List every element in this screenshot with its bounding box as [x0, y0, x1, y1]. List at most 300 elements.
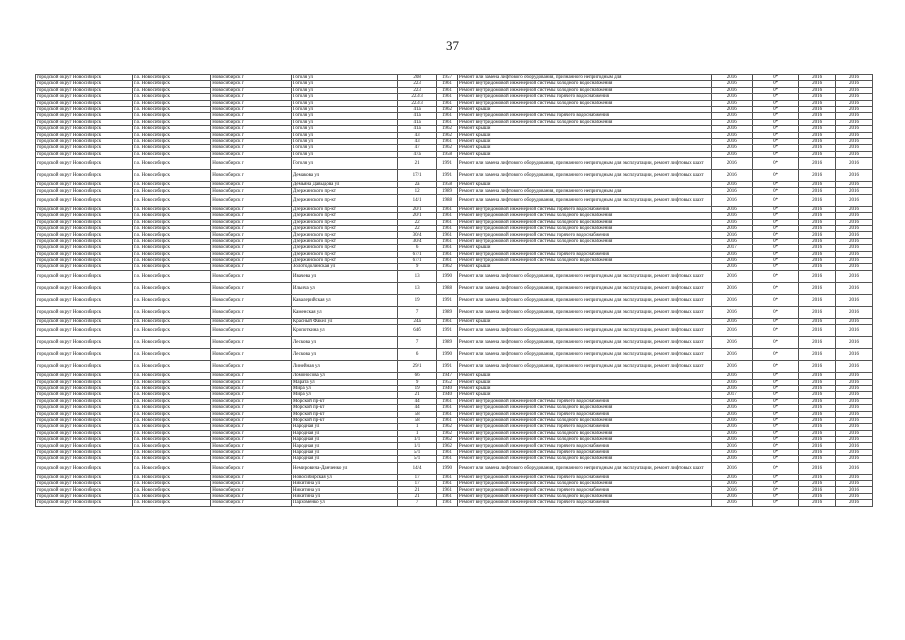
plan-year-cell: 2016 — [799, 182, 836, 188]
work-type-cell: Ремонт или замена лифтового оборудования, признанного непригодным для эксплуатации, ремонт лифтовых шахт — [457, 325, 711, 337]
work-type-cell: Ремонт или замена лифтового оборудования, признанного непригодным для эксплуатации, ремонт лифтовых шахт — [457, 170, 711, 182]
settlement-cell: г.о. Новосибирск — [132, 411, 210, 417]
done-year-cell: 2016 — [836, 251, 873, 257]
street-cell: Морской пр-кт — [291, 405, 397, 411]
district-cell: городской округ Новосибирск — [36, 158, 133, 170]
cost-cell: 0* — [753, 182, 799, 188]
house-cell: 44 — [397, 405, 436, 411]
street-cell: Гоголя ул — [291, 87, 397, 93]
plan-year-cell: 2016 — [799, 119, 836, 125]
settlement-cell: г.о. Новосибирск — [132, 462, 210, 474]
cost-cell: 0* — [753, 270, 799, 282]
settlement-cell: г.о. Новосибирск — [132, 417, 210, 423]
street-cell: Гоголя ул — [291, 106, 397, 112]
district-cell: городской округ Новосибирск — [36, 151, 133, 157]
year-built-cell: 1961 — [437, 500, 458, 506]
locality-cell: Новосибирск г — [211, 257, 292, 263]
street-cell: Каменская ул — [291, 306, 397, 318]
cost-cell: 0* — [753, 456, 799, 462]
start-year-cell: 2016 — [711, 493, 753, 499]
district-cell: городской округ Новосибирск — [36, 493, 133, 499]
done-year-cell: 2016 — [836, 411, 873, 417]
start-year-cell: 2016 — [711, 264, 753, 270]
page-number: 37 — [446, 38, 459, 53]
settlement-cell: г.о. Новосибирск — [132, 398, 210, 404]
done-year-cell: 2016 — [836, 493, 873, 499]
start-year-cell: 2016 — [711, 232, 753, 238]
house-cell: 1/1 — [397, 437, 436, 443]
work-type-cell: Ремонт внутридомовой инженерной системы горячего водоснабжения — [457, 424, 711, 430]
start-year-cell: 2016 — [711, 306, 753, 318]
settlement-cell: г.о. Новосибирск — [132, 349, 210, 361]
table-row — [36, 462, 873, 474]
done-year-cell: 2016 — [836, 385, 873, 391]
locality-cell: Новосибирск г — [211, 349, 292, 361]
house-cell: 14/1 — [397, 194, 436, 206]
locality-cell: Новосибирск г — [211, 182, 292, 188]
house-cell: 41а — [397, 126, 436, 132]
street-cell: Гоголя ул — [291, 132, 397, 138]
year-built-cell: 1961 — [437, 238, 458, 244]
street-cell: Морской пр-кт — [291, 398, 397, 404]
plan-year-cell: 2016 — [799, 251, 836, 257]
cost-cell: 0* — [753, 113, 799, 119]
start-year-cell: 2016 — [711, 238, 753, 244]
year-built-cell: 1961 — [437, 219, 458, 225]
done-year-cell: 2016 — [836, 151, 873, 157]
start-year-cell: 2016 — [711, 119, 753, 125]
cost-cell: 0* — [753, 306, 799, 318]
work-type-cell: Ремонт внутридомовой инженерной системы горячего водоснабжения — [457, 398, 711, 404]
street-cell: Демьяна Давыдова ул — [291, 182, 397, 188]
district-cell: городской округ Новосибирск — [36, 392, 133, 398]
district-cell: городской округ Новосибирск — [36, 449, 133, 455]
cost-cell: 0* — [753, 257, 799, 263]
done-year-cell: 2016 — [836, 337, 873, 349]
work-type-cell: Ремонт или замена лифтового оборудования, признанного непригодным для эксплуатации, ремонт лифтовых шахт — [457, 337, 711, 349]
plan-year-cell: 2016 — [799, 75, 836, 81]
cost-cell: 0* — [753, 81, 799, 87]
house-cell: 21 — [397, 392, 436, 398]
street-cell: Гоголя ул — [291, 113, 397, 119]
settlement-cell: г.о. Новосибирск — [132, 487, 210, 493]
start-year-cell: 2016 — [711, 170, 753, 182]
settlement-cell: г.о. Новосибирск — [132, 500, 210, 506]
done-year-cell: 2016 — [836, 206, 873, 212]
street-cell: Народная ул — [291, 443, 397, 449]
district-cell: городской округ Новосибирск — [36, 437, 133, 443]
start-year-cell: 2017 — [711, 392, 753, 398]
cost-cell: 0* — [753, 151, 799, 157]
street-cell: Золотодолинская ул — [291, 264, 397, 270]
locality-cell: Новосибирск г — [211, 251, 292, 257]
work-type-cell: Ремонт внутридомовой инженерной системы горячего водоснабжения — [457, 474, 711, 480]
locality-cell: Новосибирск г — [211, 411, 292, 417]
work-type-cell: Ремонт внутридомовой инженерной системы горячего водоснабжения — [457, 94, 711, 100]
street-cell: Дзержинского пр-кт — [291, 232, 397, 238]
start-year-cell: 2016 — [711, 379, 753, 385]
street-cell: Никитина ул — [291, 493, 397, 499]
work-type-cell: Ремонт внутридомовой инженерной системы холодного водоснабжения — [457, 213, 711, 219]
start-year-cell: 2016 — [711, 487, 753, 493]
records-table — [35, 74, 873, 507]
plan-year-cell: 2016 — [799, 194, 836, 206]
house-cell: 1 — [397, 424, 436, 430]
cost-cell: 0* — [753, 349, 799, 361]
district-cell: городской округ Новосибирск — [36, 213, 133, 219]
district-cell: городской округ Новосибирск — [36, 411, 133, 417]
street-cell: Народная ул — [291, 449, 397, 455]
start-year-cell: 2016 — [711, 294, 753, 306]
locality-cell: Новосибирск г — [211, 194, 292, 206]
done-year-cell: 2016 — [836, 373, 873, 379]
start-year-cell: 2016 — [711, 417, 753, 423]
start-year-cell: 2016 — [711, 270, 753, 282]
street-cell: Дзержинского пр-кт — [291, 226, 397, 232]
year-built-cell: 1989 — [437, 337, 458, 349]
work-type-cell: Ремонт внутридомовой инженерной системы холодного водоснабжения — [457, 119, 711, 125]
work-type-cell: Ремонт крыши — [457, 318, 711, 324]
cost-cell: 0* — [753, 138, 799, 144]
district-cell: городской округ Новосибирск — [36, 182, 133, 188]
house-cell: 1/1 — [397, 443, 436, 449]
settlement-cell: г.о. Новосибирск — [132, 481, 210, 487]
plan-year-cell: 2016 — [799, 138, 836, 144]
start-year-cell: 2016 — [711, 226, 753, 232]
plan-year-cell: 2016 — [799, 113, 836, 119]
street-cell: Дзержинского пр-кт — [291, 251, 397, 257]
house-cell: 1 — [397, 430, 436, 436]
cost-cell: 0* — [753, 282, 799, 294]
year-built-cell: 1961 — [437, 251, 458, 257]
settlement-cell: г.о. Новосибирск — [132, 474, 210, 480]
table-row — [36, 306, 873, 318]
cost-cell: 0* — [753, 132, 799, 138]
street-cell: Мира ул — [291, 385, 397, 391]
house-cell: 9 — [397, 264, 436, 270]
cost-cell: 0* — [753, 194, 799, 206]
work-type-cell: Ремонт внутридомовой инженерной системы холодного водоснабжения — [457, 405, 711, 411]
work-type-cell: Ремонт или замена лифтового оборудования, признанного непригодным для эксплуатации, ремонт лифтовых шахт — [457, 158, 711, 170]
done-year-cell: 2016 — [836, 294, 873, 306]
year-built-cell: 1961 — [437, 481, 458, 487]
house-cell: 21 — [397, 493, 436, 499]
house-cell: 67/1 — [397, 257, 436, 263]
start-year-cell: 2016 — [711, 257, 753, 263]
done-year-cell: 2016 — [836, 75, 873, 81]
plan-year-cell: 2016 — [799, 424, 836, 430]
work-type-cell: Ремонт внутридомовой инженерной системы холодного водоснабжения — [457, 226, 711, 232]
table-row — [36, 361, 873, 373]
plan-year-cell: 2016 — [799, 226, 836, 232]
plan-year-cell: 2016 — [799, 106, 836, 112]
work-type-cell: Ремонт внутридомовой инженерной системы горячего водоснабжения — [457, 487, 711, 493]
locality-cell: Новосибирск г — [211, 87, 292, 93]
year-built-cell: 1961 — [437, 119, 458, 125]
cost-cell: 0* — [753, 417, 799, 423]
district-cell: городской округ Новосибирск — [36, 206, 133, 212]
district-cell: городской округ Новосибирск — [36, 226, 133, 232]
locality-cell: Новосибирск г — [211, 264, 292, 270]
start-year-cell: 2016 — [711, 87, 753, 93]
district-cell: городской округ Новосибирск — [36, 170, 133, 182]
street-cell: Гоголя ул — [291, 81, 397, 87]
street-cell: Гоголя ул — [291, 75, 397, 81]
settlement-cell: г.о. Новосибирск — [132, 337, 210, 349]
house-cell: 22 — [397, 219, 436, 225]
work-type-cell: Ремонт внутридомовой инженерной системы горячего водоснабжения — [457, 206, 711, 212]
plan-year-cell: 2016 — [799, 81, 836, 87]
street-cell: Ильича ул — [291, 282, 397, 294]
district-cell: городской округ Новосибирск — [36, 430, 133, 436]
cost-cell: 0* — [753, 213, 799, 219]
cost-cell: 0* — [753, 361, 799, 373]
settlement-cell: г.о. Новосибирск — [132, 264, 210, 270]
street-cell: Дзержинского пр-кт — [291, 219, 397, 225]
year-built-cell: 1990 — [437, 462, 458, 474]
start-year-cell: 2016 — [711, 182, 753, 188]
table-row — [36, 282, 873, 294]
start-year-cell: 2016 — [711, 75, 753, 81]
street-cell: Дзержинского пр-кт — [291, 257, 397, 263]
locality-cell: Новосибирск г — [211, 132, 292, 138]
street-cell: Пархоменко ул — [291, 500, 397, 506]
locality-cell: Новосибирск г — [211, 100, 292, 106]
work-type-cell: Ремонт внутридомовой инженерной системы холодного водоснабжения — [457, 87, 711, 93]
street-cell: Народная ул — [291, 456, 397, 462]
plan-year-cell: 2016 — [799, 349, 836, 361]
year-built-cell: 1952 — [437, 379, 458, 385]
house-cell: 12 — [397, 188, 436, 194]
settlement-cell: г.о. Новосибирск — [132, 113, 210, 119]
district-cell: городской округ Новосибирск — [36, 251, 133, 257]
settlement-cell: г.о. Новосибирск — [132, 94, 210, 100]
done-year-cell: 2016 — [836, 474, 873, 480]
start-year-cell: 2016 — [711, 437, 753, 443]
work-type-cell: Ремонт или замена лифтового оборудования, признанного непригодным для эксплуатации, ремонт лифтовых шахт — [457, 194, 711, 206]
table-row — [36, 337, 873, 349]
work-type-cell: Ремонт внутридомовой инженерной системы холодного водоснабжения — [457, 430, 711, 436]
settlement-cell: г.о. Новосибирск — [132, 158, 210, 170]
work-type-cell: Ремонт внутридомовой инженерной системы горячего водоснабжения — [457, 113, 711, 119]
start-year-cell: 2016 — [711, 188, 753, 194]
done-year-cell: 2016 — [836, 158, 873, 170]
settlement-cell: г.о. Новосибирск — [132, 325, 210, 337]
settlement-cell: г.о. Новосибирск — [132, 456, 210, 462]
year-built-cell: 1991 — [437, 170, 458, 182]
done-year-cell: 2016 — [836, 81, 873, 87]
street-cell: Лескова ул — [291, 337, 397, 349]
district-cell: городской округ Новосибирск — [36, 94, 133, 100]
street-cell: Гоголя ул — [291, 138, 397, 144]
district-cell: городской округ Новосибирск — [36, 306, 133, 318]
done-year-cell: 2016 — [836, 462, 873, 474]
street-cell: Линейная ул — [291, 361, 397, 373]
plan-year-cell: 2016 — [799, 206, 836, 212]
done-year-cell: 2016 — [836, 437, 873, 443]
district-cell: городской округ Новосибирск — [36, 119, 133, 125]
settlement-cell: г.о. Новосибирск — [132, 392, 210, 398]
done-year-cell: 2016 — [836, 306, 873, 318]
locality-cell: Новосибирск г — [211, 226, 292, 232]
locality-cell: Новосибирск г — [211, 188, 292, 194]
locality-cell: Новосибирск г — [211, 94, 292, 100]
work-type-cell: Ремонт крыши — [457, 106, 711, 112]
plan-year-cell: 2016 — [799, 500, 836, 506]
cost-cell: 0* — [753, 251, 799, 257]
year-built-cell: 1961 — [437, 232, 458, 238]
year-built-cell: 1961 — [437, 456, 458, 462]
cost-cell: 0* — [753, 379, 799, 385]
start-year-cell: 2016 — [711, 113, 753, 119]
house-cell: 223 — [397, 81, 436, 87]
house-cell: 6 — [397, 349, 436, 361]
year-built-cell: 1961 — [437, 318, 458, 324]
done-year-cell: 2016 — [836, 245, 873, 251]
start-year-cell: 2016 — [711, 100, 753, 106]
year-built-cell: 1990 — [437, 349, 458, 361]
plan-year-cell: 2016 — [799, 337, 836, 349]
cost-cell: 0* — [753, 385, 799, 391]
settlement-cell: г.о. Новосибирск — [132, 437, 210, 443]
house-cell: 19 — [397, 294, 436, 306]
house-cell: 20/1 — [397, 206, 436, 212]
street-cell: Кропоткина ул — [291, 325, 397, 337]
settlement-cell: г.о. Новосибирск — [132, 106, 210, 112]
start-year-cell: 2016 — [711, 449, 753, 455]
year-built-cell: 1962 — [437, 430, 458, 436]
start-year-cell: 2016 — [711, 219, 753, 225]
locality-cell: Новосибирск г — [211, 282, 292, 294]
plan-year-cell: 2016 — [799, 411, 836, 417]
district-cell: городской округ Новосибирск — [36, 487, 133, 493]
year-built-cell: 1962 — [437, 264, 458, 270]
table-row — [36, 270, 873, 282]
plan-year-cell: 2016 — [799, 94, 836, 100]
plan-year-cell: 2016 — [799, 87, 836, 93]
start-year-cell: 2017 — [711, 245, 753, 251]
plan-year-cell: 2016 — [799, 398, 836, 404]
start-year-cell: 2016 — [711, 424, 753, 430]
locality-cell: Новосибирск г — [211, 213, 292, 219]
district-cell: городской округ Новосибирск — [36, 232, 133, 238]
locality-cell: Новосибирск г — [211, 232, 292, 238]
settlement-cell: г.о. Новосибирск — [132, 306, 210, 318]
settlement-cell: г.о. Новосибирск — [132, 379, 210, 385]
cost-cell: 0* — [753, 430, 799, 436]
done-year-cell: 2016 — [836, 219, 873, 225]
work-type-cell: Ремонт внутридомовой инженерной системы холодного водоснабжения — [457, 493, 711, 499]
done-year-cell: 2016 — [836, 282, 873, 294]
locality-cell: Новосибирск г — [211, 392, 292, 398]
plan-year-cell: 2016 — [799, 361, 836, 373]
house-cell: 44 — [397, 398, 436, 404]
work-type-cell: Ремонт крыши — [457, 151, 711, 157]
work-type-cell: Ремонт крыши — [457, 392, 711, 398]
house-cell: 7 — [397, 337, 436, 349]
district-cell: городской округ Новосибирск — [36, 75, 133, 81]
start-year-cell: 2016 — [711, 251, 753, 257]
done-year-cell: 2016 — [836, 318, 873, 324]
work-type-cell: Ремонт крыши — [457, 264, 711, 270]
plan-year-cell: 2016 — [799, 493, 836, 499]
plan-year-cell: 2016 — [799, 245, 836, 251]
work-type-cell: Ремонт внутридомовой инженерной системы холодного водоснабжения — [457, 100, 711, 106]
locality-cell: Новосибирск г — [211, 462, 292, 474]
locality-cell: Новосибирск г — [211, 81, 292, 87]
plan-year-cell: 2016 — [799, 264, 836, 270]
start-year-cell: 2016 — [711, 194, 753, 206]
start-year-cell: 2016 — [711, 81, 753, 87]
locality-cell: Новосибирск г — [211, 456, 292, 462]
plan-year-cell: 2016 — [799, 443, 836, 449]
done-year-cell: 2016 — [836, 232, 873, 238]
district-cell: городской округ Новосибирск — [36, 398, 133, 404]
district-cell: городской округ Новосибирск — [36, 257, 133, 263]
start-year-cell: 2016 — [711, 349, 753, 361]
year-built-cell: 1988 — [437, 282, 458, 294]
done-year-cell: 2016 — [836, 417, 873, 423]
settlement-cell: г.о. Новосибирск — [132, 206, 210, 212]
plan-year-cell: 2016 — [799, 456, 836, 462]
settlement-cell: г.о. Новосибирск — [132, 138, 210, 144]
locality-cell: Новосибирск г — [211, 219, 292, 225]
house-cell: 7 — [397, 500, 436, 506]
done-year-cell: 2016 — [836, 194, 873, 206]
district-cell: городской округ Новосибирск — [36, 270, 133, 282]
district-cell: городской округ Новосибирск — [36, 138, 133, 144]
settlement-cell: г.о. Новосибирск — [132, 361, 210, 373]
done-year-cell: 2016 — [836, 361, 873, 373]
done-year-cell: 2016 — [836, 182, 873, 188]
house-cell: 7 — [397, 306, 436, 318]
house-cell: 14/4 — [397, 462, 436, 474]
locality-cell: Новосибирск г — [211, 75, 292, 81]
year-built-cell: 1961 — [437, 257, 458, 263]
plan-year-cell: 2016 — [799, 405, 836, 411]
settlement-cell: г.о. Новосибирск — [132, 405, 210, 411]
district-cell: городской округ Новосибирск — [36, 424, 133, 430]
street-cell: Гоголя ул — [291, 151, 397, 157]
plan-year-cell: 2016 — [799, 379, 836, 385]
house-cell: 41а — [397, 119, 436, 125]
year-built-cell: 1988 — [437, 194, 458, 206]
street-cell: Дзержинского пр-кт — [291, 245, 397, 251]
locality-cell: Новосибирск г — [211, 294, 292, 306]
settlement-cell: г.о. Новосибирск — [132, 81, 210, 87]
settlement-cell: г.о. Новосибирск — [132, 385, 210, 391]
street-cell: Гоголя ул — [291, 145, 397, 151]
house-cell: 58 — [397, 411, 436, 417]
house-cell: 5/1 — [397, 449, 436, 455]
house-cell: 21 — [397, 158, 436, 170]
year-built-cell: 1962 — [437, 437, 458, 443]
year-built-cell: 1990 — [437, 270, 458, 282]
district-cell: городской округ Новосибирск — [36, 87, 133, 93]
settlement-cell: г.о. Новосибирск — [132, 318, 210, 324]
plan-year-cell: 2016 — [799, 430, 836, 436]
locality-cell: Новосибирск г — [211, 474, 292, 480]
start-year-cell: 2016 — [711, 361, 753, 373]
work-type-cell: Ремонт крыши — [457, 132, 711, 138]
district-cell: городской округ Новосибирск — [36, 294, 133, 306]
house-cell: 223/3 — [397, 94, 436, 100]
settlement-cell: г.о. Новосибирск — [132, 219, 210, 225]
cost-cell: 0* — [753, 405, 799, 411]
done-year-cell: 2016 — [836, 213, 873, 219]
cost-cell: 0* — [753, 462, 799, 474]
done-year-cell: 2016 — [836, 500, 873, 506]
